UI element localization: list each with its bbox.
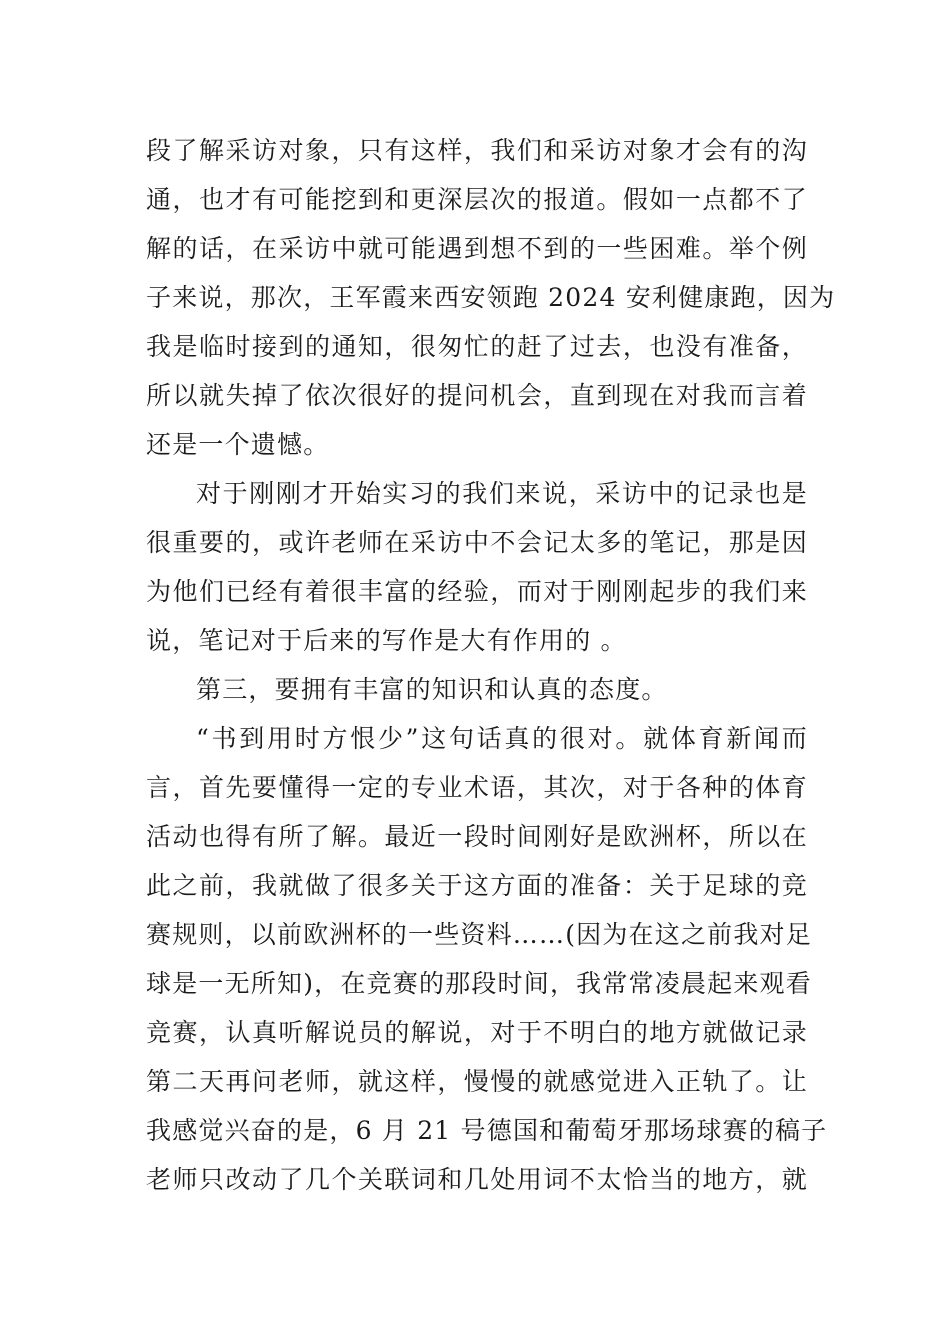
text-line: 我感觉兴奋的是，6 月 21 号德国和葡萄牙那场球赛的稿子 <box>146 1116 828 1145</box>
document-body <box>146 126 836 1204</box>
paragraph <box>146 469 808 665</box>
text-line: 很重要的，或许老师在采访中不会记太多的笔记，那是因 <box>146 528 808 557</box>
paragraph <box>146 126 836 469</box>
text-line: 活动也得有所了解。最近一段时间刚好是欧洲杯，所以在 <box>146 822 808 851</box>
text-line: 为他们已经有着很丰富的经验，而对于刚刚起步的我们来 <box>146 577 808 606</box>
text-line: 所以就失掉了依次很好的提问机会，直到现在对我而言着 <box>146 381 808 410</box>
text-line: 还是一个遗憾。 <box>146 430 330 459</box>
paragraph <box>146 665 808 714</box>
text-line: 段了解采访对象，只有这样，我们和采访对象才会有的沟 <box>146 136 808 165</box>
text-line: 通，也才有可能挖到和更深层次的报道。假如一点都不了 <box>146 185 808 214</box>
text-line: 说，笔记对于后来的写作是大有作用的 。 <box>146 626 627 655</box>
text-line: 解的话，在采访中就可能遇到想不到的一些困难。举个例 <box>146 234 808 263</box>
text-line: 竞赛，认真听解说员的解说，对于不明白的地方就做记录 <box>146 1018 808 1047</box>
text-line: 对于刚刚才开始实习的我们来说，采访中的记录也是 <box>196 479 808 508</box>
text-line: 老师只改动了几个关联词和几处用词不太恰当的地方，就 <box>146 1165 808 1194</box>
paragraph <box>146 714 828 1204</box>
text-line: 赛规则，以前欧洲杯的一些资料……(因为在这之前我对足 <box>146 920 812 949</box>
text-line: “书到用时方恨少”这句话真的很对。就体育新闻而 <box>196 724 808 753</box>
section-heading-line: 第三，要拥有丰富的知识和认真的态度。 <box>196 675 668 704</box>
text-line: 第二天再问老师，就这样，慢慢的就感觉进入正轨了。让 <box>146 1067 808 1096</box>
text-line: 球是一无所知)，在竞赛的那段时间，我常常凌晨起来观看 <box>146 969 812 998</box>
text-line: 子来说，那次，王军霞来西安领跑 2024 安利健康跑，因为 <box>146 283 836 312</box>
text-line: 我是临时接到的通知，很匆忙的赶了过去，也没有准备， <box>146 332 808 361</box>
text-line: 言，首先要懂得一定的专业术语，其次，对于各种的体育 <box>146 773 808 802</box>
text-line: 此之前，我就做了很多关于这方面的准备：关于足球的竞 <box>146 871 808 900</box>
